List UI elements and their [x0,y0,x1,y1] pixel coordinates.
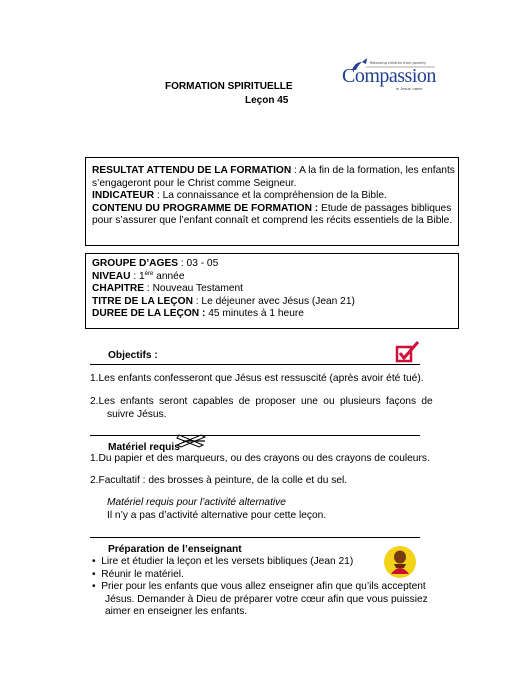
materials-heading: Matériel requis [108,442,180,453]
logo-tagline: Releasing children from poverty [370,61,426,65]
objective-item-2-cont: suivre Jésus. [107,408,167,420]
indicator-line [92,190,387,203]
lesson-number: Leçon 45 [245,95,289,106]
outcome-label: RESULTAT ATTENDU DE LA FORMATION [92,165,292,176]
prep-bullet-2-text: Réunir le matériel. [101,568,184,580]
objective-item-1: 1.Les enfants confesseront que Jésus est ressuscité (après avoir été tué). [90,373,424,384]
material-item-2-text: Facultatif : des brosses à peinture, de la colle et du sel. [98,475,348,486]
prep-bullet-3: • Prier pour les enfants que vous allez enseigner afin que qu’ils acceptent [92,581,426,593]
prep-bullet-1-text: Lire et étudier la leçon et les versets bibliques (Jean 21) [101,556,354,567]
prep-bullet-1: • Lire et étudier la leçon et les versets bibliques (Jean 21) [92,556,354,567]
objective-item-2: 2.Les enfants seront capables de proposer une ou plusieurs façons de [90,396,433,407]
objective-item-2-text: Les enfants seront capables de proposer une ou plusieurs façons de [98,396,433,407]
learning-outcome-box [85,157,459,246]
prep-bullet-3-text: Prier pour les enfants que vous allez enseigner afin que qu’ils acceptent [101,581,426,593]
age-group-value: : 03 - 05 [178,258,219,269]
indicator-label: INDICATEUR [92,190,155,202]
chapter-value: : Nouveau Testament [144,283,243,295]
material-item-1: 1.Du papier et des marqueurs, ou des crayons ou des crayons de couleurs. [90,453,430,464]
level-line [92,271,185,284]
level-label: NIVEAU [92,270,131,282]
logo-subtext: in Jesus' name [396,86,423,91]
checkbox-checked-icon [395,340,421,364]
alt-materials-text: Il n’y a pas d’activité alternative pour cette leçon. [107,509,327,521]
duration-line [92,308,304,321]
outcome-line-1 [92,165,455,178]
age-group-line [92,258,218,271]
compassion-logo [340,56,440,98]
content-line-2: pour s’assurer que l’enfant connaît et comprend les récits essentiels de la Bible. [92,215,453,227]
logo-wordmark: Compassion [342,65,436,87]
materials-rule [90,435,420,436]
content-text: Etude de passages bibliques [318,202,452,214]
alt-materials-heading: Matériel requis pour l’activité alternative [107,497,286,508]
duration-value: 45 minutes à 1 heure [205,308,304,320]
indicator-text: : La connaissance et la compréhension de la Bible. [154,190,387,202]
level-superscript: ère [144,270,154,277]
preparation-heading: Préparation de l’enseignant [108,544,242,555]
prep-bullet-3-cont-1: Jésus. Demander à Dieu de préparer votre cœur afin que vous puissiez [105,593,428,605]
chapter-line [92,283,243,296]
objective-item-1-text: Les enfants confesseront que Jésus est ressuscité (après avoir été tué). [98,373,424,384]
age-group-label: GROUPE D’AGES [92,258,179,269]
prep-bullet-3-cont-2: aimer en enseigner les enfants. [105,606,248,618]
preparation-rule [90,537,420,538]
prep-bullet-2: • Réunir le matériel. [92,568,184,580]
material-item-1-text: Du papier et des marqueurs, ou des crayons ou des crayons de couleurs. [98,453,430,464]
objectives-heading: Objectifs : [108,350,158,361]
objectives-rule [90,364,420,365]
lesson-title-value: : Le déjeuner avec Jésus (Jean 21) [192,295,355,307]
document-title: FORMATION SPIRITUELLE [165,81,293,92]
lesson-title-label: TITRE DE LA LEÇON [92,295,193,307]
lesson-title-line [92,296,355,309]
outcome-text: : A la fin de la formation, les enfants [291,165,455,176]
teacher-praying-icon [382,544,418,580]
outcome-line-2: s’engageront pour le Christ comme Seigneur. [92,177,297,189]
content-line-1 [92,203,451,216]
chapter-label: CHAPITRE [92,283,145,295]
material-item-2: 2.Facultatif : des brosses à peinture, de la colle et du sel. [90,475,348,486]
lesson-info-box [85,253,459,329]
duration-label: DUREE DE LA LEÇON : [92,308,206,320]
level-value: : 1 [130,270,145,282]
pencils-icon [175,431,209,449]
level-value-suffix: année [153,270,185,282]
content-label: CONTENU DU PROGRAMME DE FORMATION : [92,202,319,214]
